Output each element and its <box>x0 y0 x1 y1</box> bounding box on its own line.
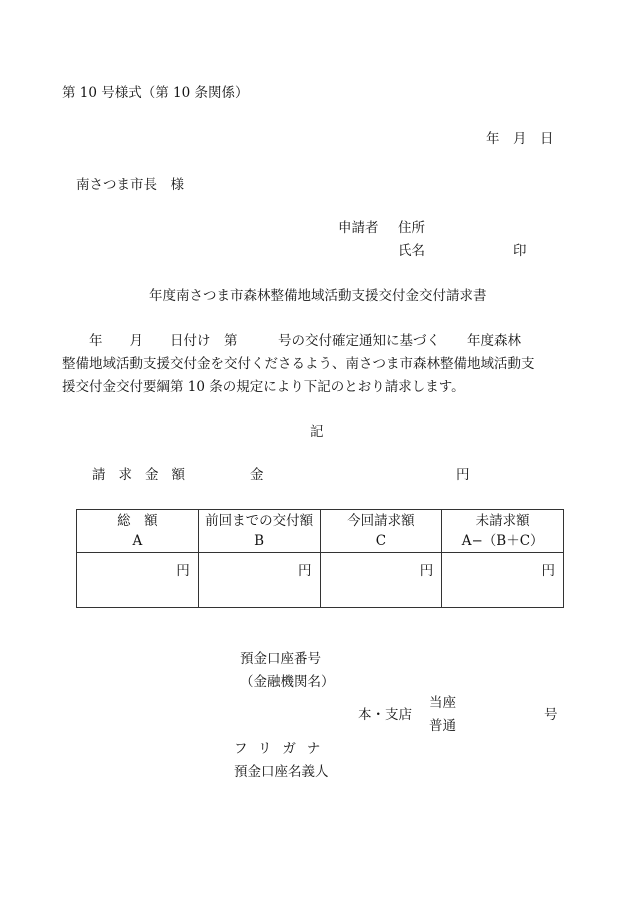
branch-label: 本・支店 <box>358 707 412 723</box>
body-line: 援交付金交付要綱第 10 条の規定により下記のとおり請求します。 <box>62 379 465 395</box>
column-name: 今回請求額 <box>347 513 415 529</box>
table-value-row <box>77 553 564 608</box>
body-paragraph <box>62 330 568 399</box>
account-number-suffix: 号 <box>544 707 558 723</box>
account-holder-label: 預金口座名義人 <box>234 764 329 780</box>
amount-cell-current[interactable]: 円 <box>320 553 442 608</box>
table-header-cell <box>442 510 564 553</box>
applicant-name-label: 氏名 <box>398 243 425 259</box>
table-header-cell <box>77 510 199 553</box>
request-amount-label: 請求金額 <box>92 467 198 483</box>
financial-institution-label: （金融機関名） <box>240 674 335 690</box>
deposit-account-number-label: 預金口座番号 <box>240 651 321 667</box>
column-name: 未請求額 <box>475 513 530 529</box>
amount-kin-label: 金 <box>250 467 264 483</box>
addressee: 南さつま市長 様 <box>76 177 184 193</box>
ordinary-account-label: 普通 <box>429 718 456 734</box>
column-code: A <box>132 533 143 549</box>
table-header-row <box>77 510 564 553</box>
table-header-cell <box>320 510 442 553</box>
applicant-label: 申請者 <box>338 220 379 236</box>
body-line: 年 月 日付け 第 号の交付確定通知に基づく 年度森林 <box>62 333 521 349</box>
body-line: 整備地域活動支援交付金を交付くださるよう、南さつま市森林整備地域活動支 <box>62 356 535 372</box>
amount-yen-label: 円 <box>456 467 470 483</box>
form-number: 第 10 号様式（第 10 条関係） <box>62 85 249 101</box>
amount-cell-previous[interactable]: 円 <box>198 553 320 608</box>
amount-summary-table <box>76 509 564 608</box>
document-title: 年度南さつま市森林整備地域活動支援交付金交付請求書 <box>149 288 487 304</box>
date-line: 年 月 日 <box>486 131 554 147</box>
checking-account-label: 当座 <box>429 695 456 711</box>
column-code: C <box>375 533 387 549</box>
amount-cell-total[interactable]: 円 <box>77 553 199 608</box>
table-header-cell <box>198 510 320 553</box>
amount-cell-remaining[interactable]: 円 <box>442 553 564 608</box>
column-name: 総 額 <box>117 513 158 529</box>
ki-label: 記 <box>310 424 324 440</box>
applicant-address-label: 住所 <box>398 220 425 236</box>
seal-label: 印 <box>513 243 527 259</box>
furigana-label: フリガナ <box>234 741 332 757</box>
column-code: A−（B＋C） <box>461 533 544 549</box>
column-code: B <box>254 533 265 549</box>
column-name: 前回までの交付額 <box>205 513 314 529</box>
